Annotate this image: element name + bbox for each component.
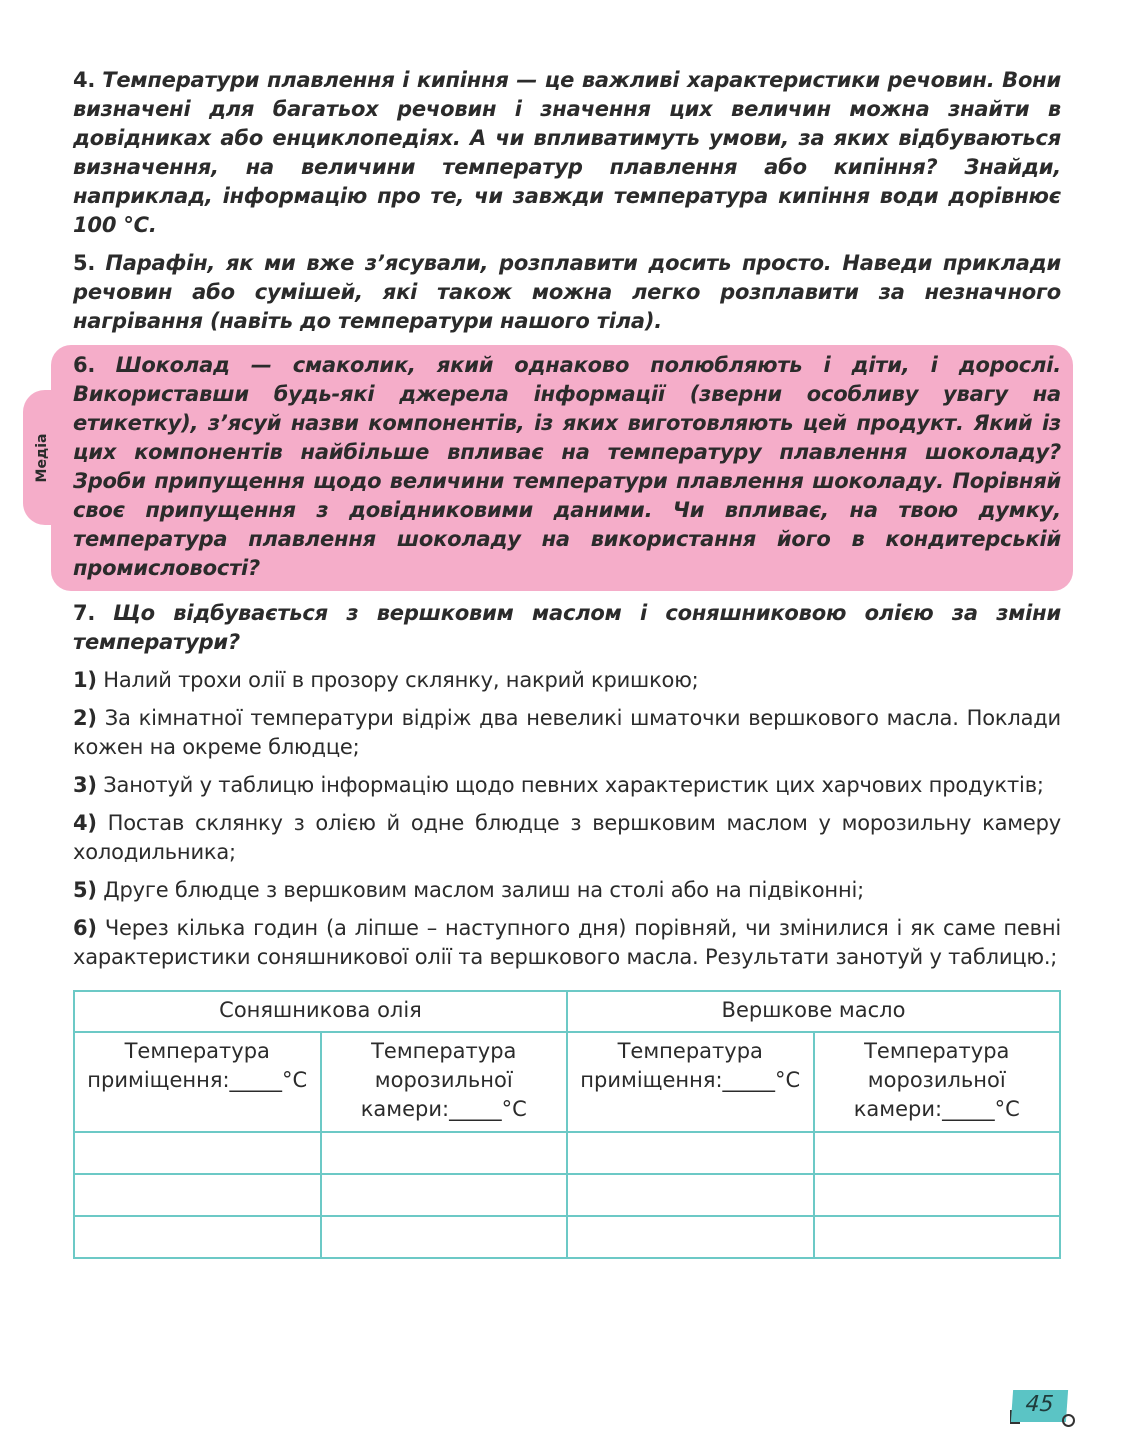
subheader-oil-room-temp: Температура приміщення:_____°С xyxy=(74,1032,321,1132)
table-cell[interactable] xyxy=(74,1216,321,1258)
results-table xyxy=(73,990,1061,1259)
table-cell[interactable] xyxy=(74,1174,321,1216)
circle-icon xyxy=(1062,1414,1075,1427)
table-cell[interactable] xyxy=(814,1132,1061,1174)
step-item xyxy=(73,809,1061,867)
task-6 xyxy=(73,351,1061,583)
subheader-butter-room-temp: Температура приміщення:_____°С xyxy=(567,1032,814,1132)
table-subheader-row xyxy=(74,1032,1060,1132)
steps-list xyxy=(73,666,1061,972)
task-5 xyxy=(73,249,1061,336)
step-text: За кімнатної температури відріж два невеликі шматочки вершкового масла. Поклади кожен на окреме блюдце; xyxy=(73,706,1061,759)
table-cell[interactable] xyxy=(321,1132,568,1174)
table-header-row xyxy=(74,991,1060,1032)
step-number: 5) xyxy=(73,878,97,902)
step-number: 4) xyxy=(73,811,97,835)
task-4 xyxy=(73,66,1061,240)
table-cell[interactable] xyxy=(321,1216,568,1258)
task-5-number: 5. xyxy=(73,251,96,275)
table-cell[interactable] xyxy=(321,1174,568,1216)
header-butter: Вершкове масло xyxy=(567,991,1060,1032)
task-7 xyxy=(73,599,1061,657)
header-sunflower-oil: Соняшникова олія xyxy=(74,991,567,1032)
table-cell[interactable] xyxy=(74,1132,321,1174)
step-item xyxy=(73,876,1061,905)
step-text: Постав склянку з олією й одне блюдце з вершковим маслом у морозильну камеру холодильника; xyxy=(73,811,1061,864)
table-cell[interactable] xyxy=(567,1132,814,1174)
page-content xyxy=(34,66,1061,981)
step-text: Через кілька годин (а ліпше – наступного дня) порівняй, чи змінилися і як саме певні характеристики соняшникової олії та вершкового масла. Результати занотуй у таблицю.; xyxy=(73,916,1061,969)
step-number: 6) xyxy=(73,916,97,940)
media-tab-label: Медіа xyxy=(34,433,50,482)
step-item xyxy=(73,666,1061,695)
table-row xyxy=(74,1174,1060,1216)
task-7-text: Що відбувається з вершковим маслом і соняшниковою олією за зміни температури? xyxy=(73,601,1061,654)
media-tab xyxy=(23,390,61,525)
task-7-number: 7. xyxy=(73,601,96,625)
step-item xyxy=(73,771,1061,800)
page-number-badge xyxy=(1011,1390,1068,1422)
media-highlight-block xyxy=(34,345,1073,591)
table-row xyxy=(74,1132,1060,1174)
subheader-butter-freezer-temp: Температура морозильної камери:_____°С xyxy=(814,1032,1061,1132)
table-cell[interactable] xyxy=(814,1174,1061,1216)
step-number: 2) xyxy=(73,706,97,730)
step-number: 3) xyxy=(73,773,97,797)
step-item xyxy=(73,704,1061,762)
table-cell[interactable] xyxy=(567,1216,814,1258)
table-cell[interactable] xyxy=(567,1174,814,1216)
step-text: Налий трохи олії в прозору склянку, накрий кришкою; xyxy=(103,668,699,692)
subheader-oil-freezer-temp: Температура морозильної камери:_____°С xyxy=(321,1032,568,1132)
task-5-text: Парафін, як ми вже з’ясували, розплавити досить просто. Наведи приклади речовин або сумішей, які також можна легко розплавити за незначного нагрівання (навіть до температури нашого тіла). xyxy=(73,251,1061,333)
step-text: Занотуй у таблицю інформацію щодо певних характеристик цих харчових продуктів; xyxy=(103,773,1044,797)
step-text: Друге блюдце з вершковим маслом залиш на столі або на підвіконні; xyxy=(103,878,864,902)
table-cell[interactable] xyxy=(814,1216,1061,1258)
table-row xyxy=(74,1216,1060,1258)
task-4-number: 4. xyxy=(73,68,96,92)
step-number: 1) xyxy=(73,668,97,692)
task-4-text: Температури плавлення і кипіння — це важливі характеристики речовин. Вони визначені для багатьох речовин і значення цих величин можна знайти в довідниках або енциклопедіях. А чи впливатимуть умови, за яких відбуваються визначення, на величини температур плавлення або кипіння? Знайди, наприклад, інформацію про те, чи завжди температура кипіння води дорівнює 100 °С. xyxy=(73,68,1061,237)
page-number: 45 xyxy=(1024,1392,1055,1417)
task-6-text: Шоколад — смаколик, який однаково полюбляють і діти, і дорослі. Використавши будь-які джерела інформації (зверни особливу увагу на етикетку), з’ясуй назви компонентів, із яких виготовляють цей продукт. Який із цих компонентів найбільше впливає на температуру плавлення шоколаду? Зроби припущення щодо величини температури плавлення шоколаду. Порівняй своє припущення з довідниковими даними. Чи впливає, на твою думку, температура плавлення шоколаду на використання його в кондитерській промисловості? xyxy=(73,353,1061,580)
step-item xyxy=(73,914,1061,972)
task-6-number: 6. xyxy=(73,353,96,377)
